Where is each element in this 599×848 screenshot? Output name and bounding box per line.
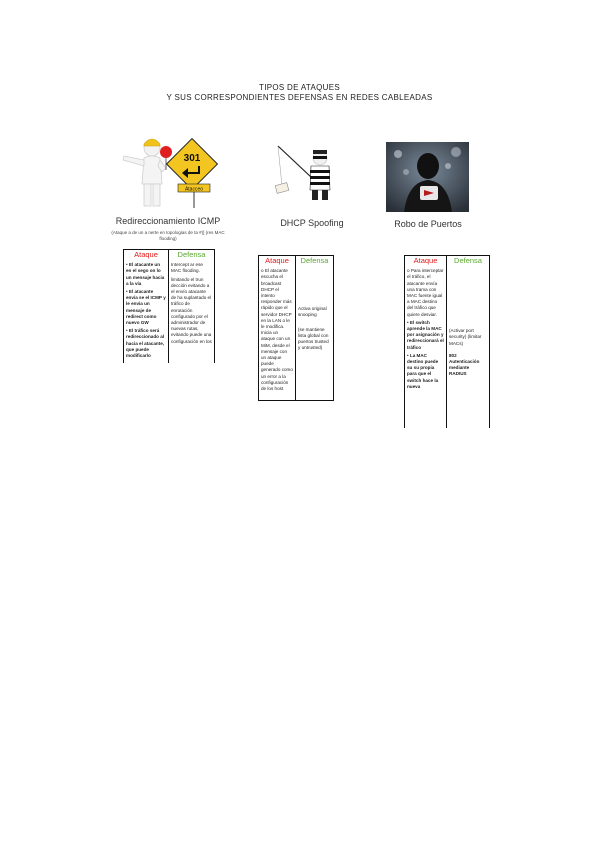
card-title-icmp: Redireccionamiento ICMP xyxy=(115,216,221,226)
icmp-redirect-illustration xyxy=(118,132,218,210)
card-title-dhcp: DHCP Spoofing xyxy=(280,218,344,228)
port-stealing-illustration xyxy=(386,142,469,212)
title-line-1: TIPOS DE ATAQUES xyxy=(259,83,340,92)
attack-cell xyxy=(259,268,296,401)
table-icmp xyxy=(123,249,215,363)
defense-item: Intercept ar ese MAC flooding. xyxy=(171,262,203,274)
defense-header: Defensa xyxy=(447,256,490,269)
attack-item: • La MAC destino puede su su propia para que el switch hace la nueva xyxy=(407,352,439,389)
table-dhcp xyxy=(258,255,334,401)
attack-header: Ataque xyxy=(124,250,169,263)
defense-header: Defensa xyxy=(169,250,215,263)
attack-header: Ataque xyxy=(405,256,447,269)
sign-number: 301 xyxy=(183,153,201,164)
document-title xyxy=(0,83,599,103)
attack-item: o El atacante escucha el broadcast DHCP el intento responder más rápido que el servidor DHCP en la LAN o le le modifica. Inicia un ataque con un MiM, desde el mensaje con un ataque puede generado como un error a la configuración de los host xyxy=(261,268,293,392)
sign-label: Atacceo xyxy=(184,186,204,193)
attack-item: • El tráfico será redireccionado al hacia el atacante, que puede modificarlo xyxy=(126,328,165,359)
attack-item: • El atacante envía se el ICMP y le envia un mensaje de redirect como nuevo GW xyxy=(126,289,166,326)
attack-cell xyxy=(405,268,447,428)
dhcp-spoofing-illustration xyxy=(272,142,342,202)
attack-item: o Para interceptar el tráfico, el atacante envía una trama con MAC fuente igual a MAC destino del tráfico que quiere desviar. xyxy=(407,268,444,317)
defense-cell xyxy=(447,268,490,428)
card-subtitle-icmp: (Ataque a de un a nerte en topologias de ta #)] (res MAC flooding) xyxy=(111,230,225,241)
defense-cell xyxy=(169,262,215,363)
defense-item: (se mantiene lista global con puertos trusted y untrusted) xyxy=(298,326,329,351)
defense-cell xyxy=(296,268,334,401)
defense-header: Defensa xyxy=(296,256,334,269)
defense-item: Activa original snooping xyxy=(298,306,327,318)
title-line-2: Y SUS CORRESPONDIENTES DEFENSAS EN REDES CABLEADAS xyxy=(166,93,433,102)
table-robo xyxy=(404,255,490,428)
defense-item: 802 Autenticación mediante RADIUS xyxy=(449,352,480,377)
card-title-robo: Robo de Puertos xyxy=(394,219,462,229)
attack-cell xyxy=(124,262,169,363)
defense-item: limitando el trun dección evitando a el envío atacante de ha suplantado el tráfico de enrutación configurado por el administrador de nuevas rutas, evitando puede una configuración en los xyxy=(171,276,212,344)
attack-item: • El atacante un en el sego on lo un mensaje hacia a la vía xyxy=(126,262,165,286)
attack-header: Ataque xyxy=(259,256,296,269)
defense-item: (Activar port security) (limitar MACs) xyxy=(449,328,482,346)
attack-item: • El switch aprende la MAC por asignación y redireccionará el tráfico xyxy=(407,319,444,350)
